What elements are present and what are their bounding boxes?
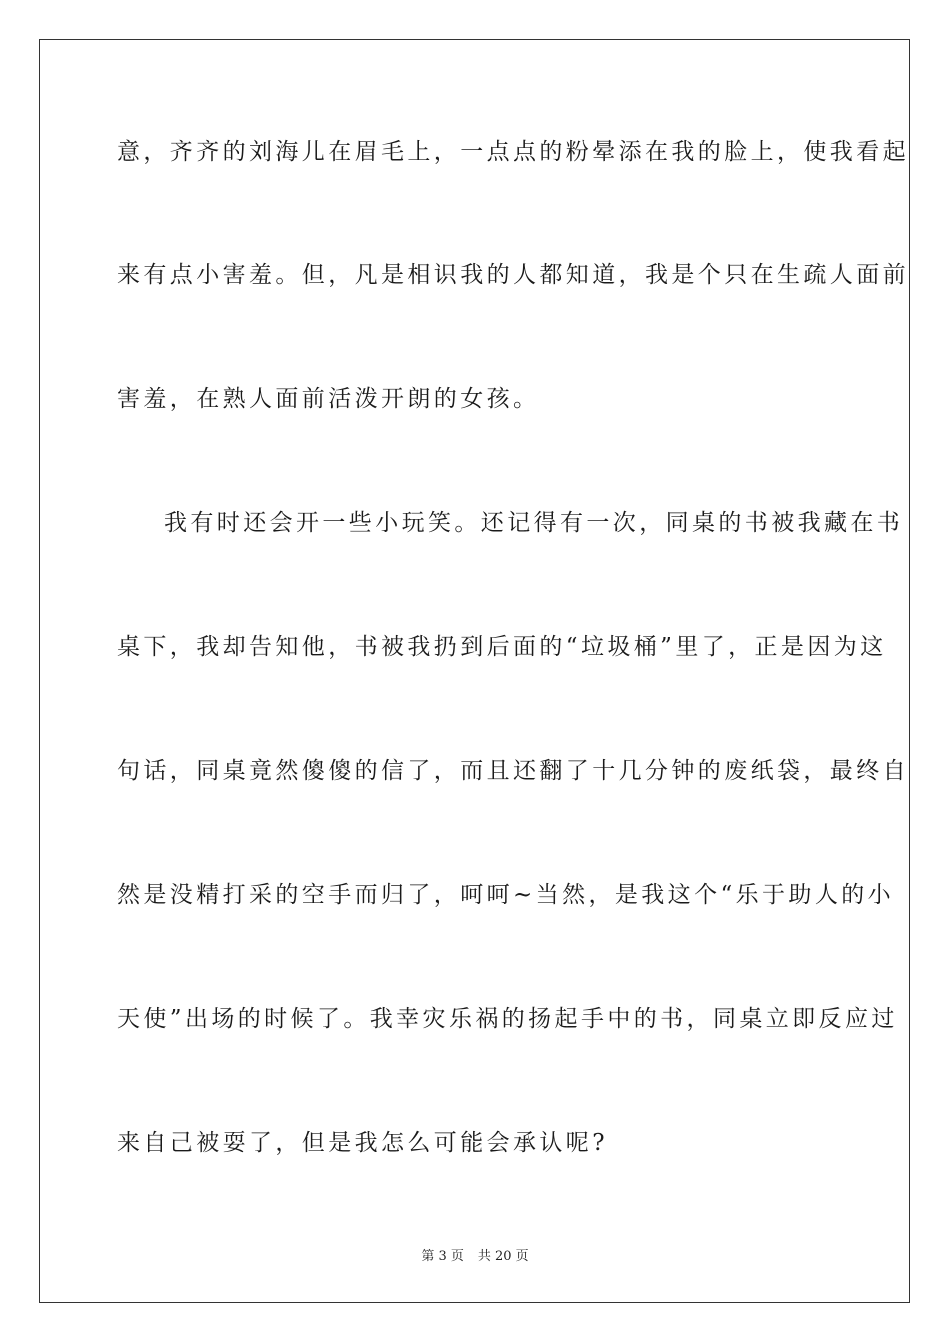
page-footer [0, 1248, 950, 1266]
paragraph-line-4: 我有时还会开一些小玩笑。还记得有一次，同桌的书被我藏在书 [164, 510, 904, 536]
page-total: 共 20 页 [477, 1249, 529, 1264]
paragraph-line-9: 来自己被耍了，但是我怎么可能会承认呢? [117, 1130, 608, 1156]
page-number: 第 3 页 [421, 1249, 464, 1264]
page-border [39, 39, 910, 1303]
paragraph-line-7: 然是没精打采的空手而归了，呵呵~当然，是我这个“乐于助人的小 [117, 882, 895, 908]
paragraph-line-1: 意，齐齐的刘海儿在眉毛上，一点点的粉晕添在我的脸上，使我看起 [117, 139, 909, 165]
paragraph-line-2: 来有点小害羞。但，凡是相识我的人都知道，我是个只在生疏人面前 [117, 262, 909, 288]
paragraph-line-8: 天使”出场的时候了。我幸灾乐祸的扬起手中的书，同桌立即反应过 [117, 1006, 898, 1032]
paragraph-line-3: 害羞，在熟人面前活泼开朗的女孩。 [117, 386, 540, 412]
paragraph-line-6: 句话，同桌竟然傻傻的信了，而且还翻了十几分钟的废纸袋，最终自 [117, 758, 909, 784]
paragraph-line-5: 桌下，我却告知他，书被我扔到后面的“垃圾桶”里了，正是因为这 [117, 634, 887, 660]
